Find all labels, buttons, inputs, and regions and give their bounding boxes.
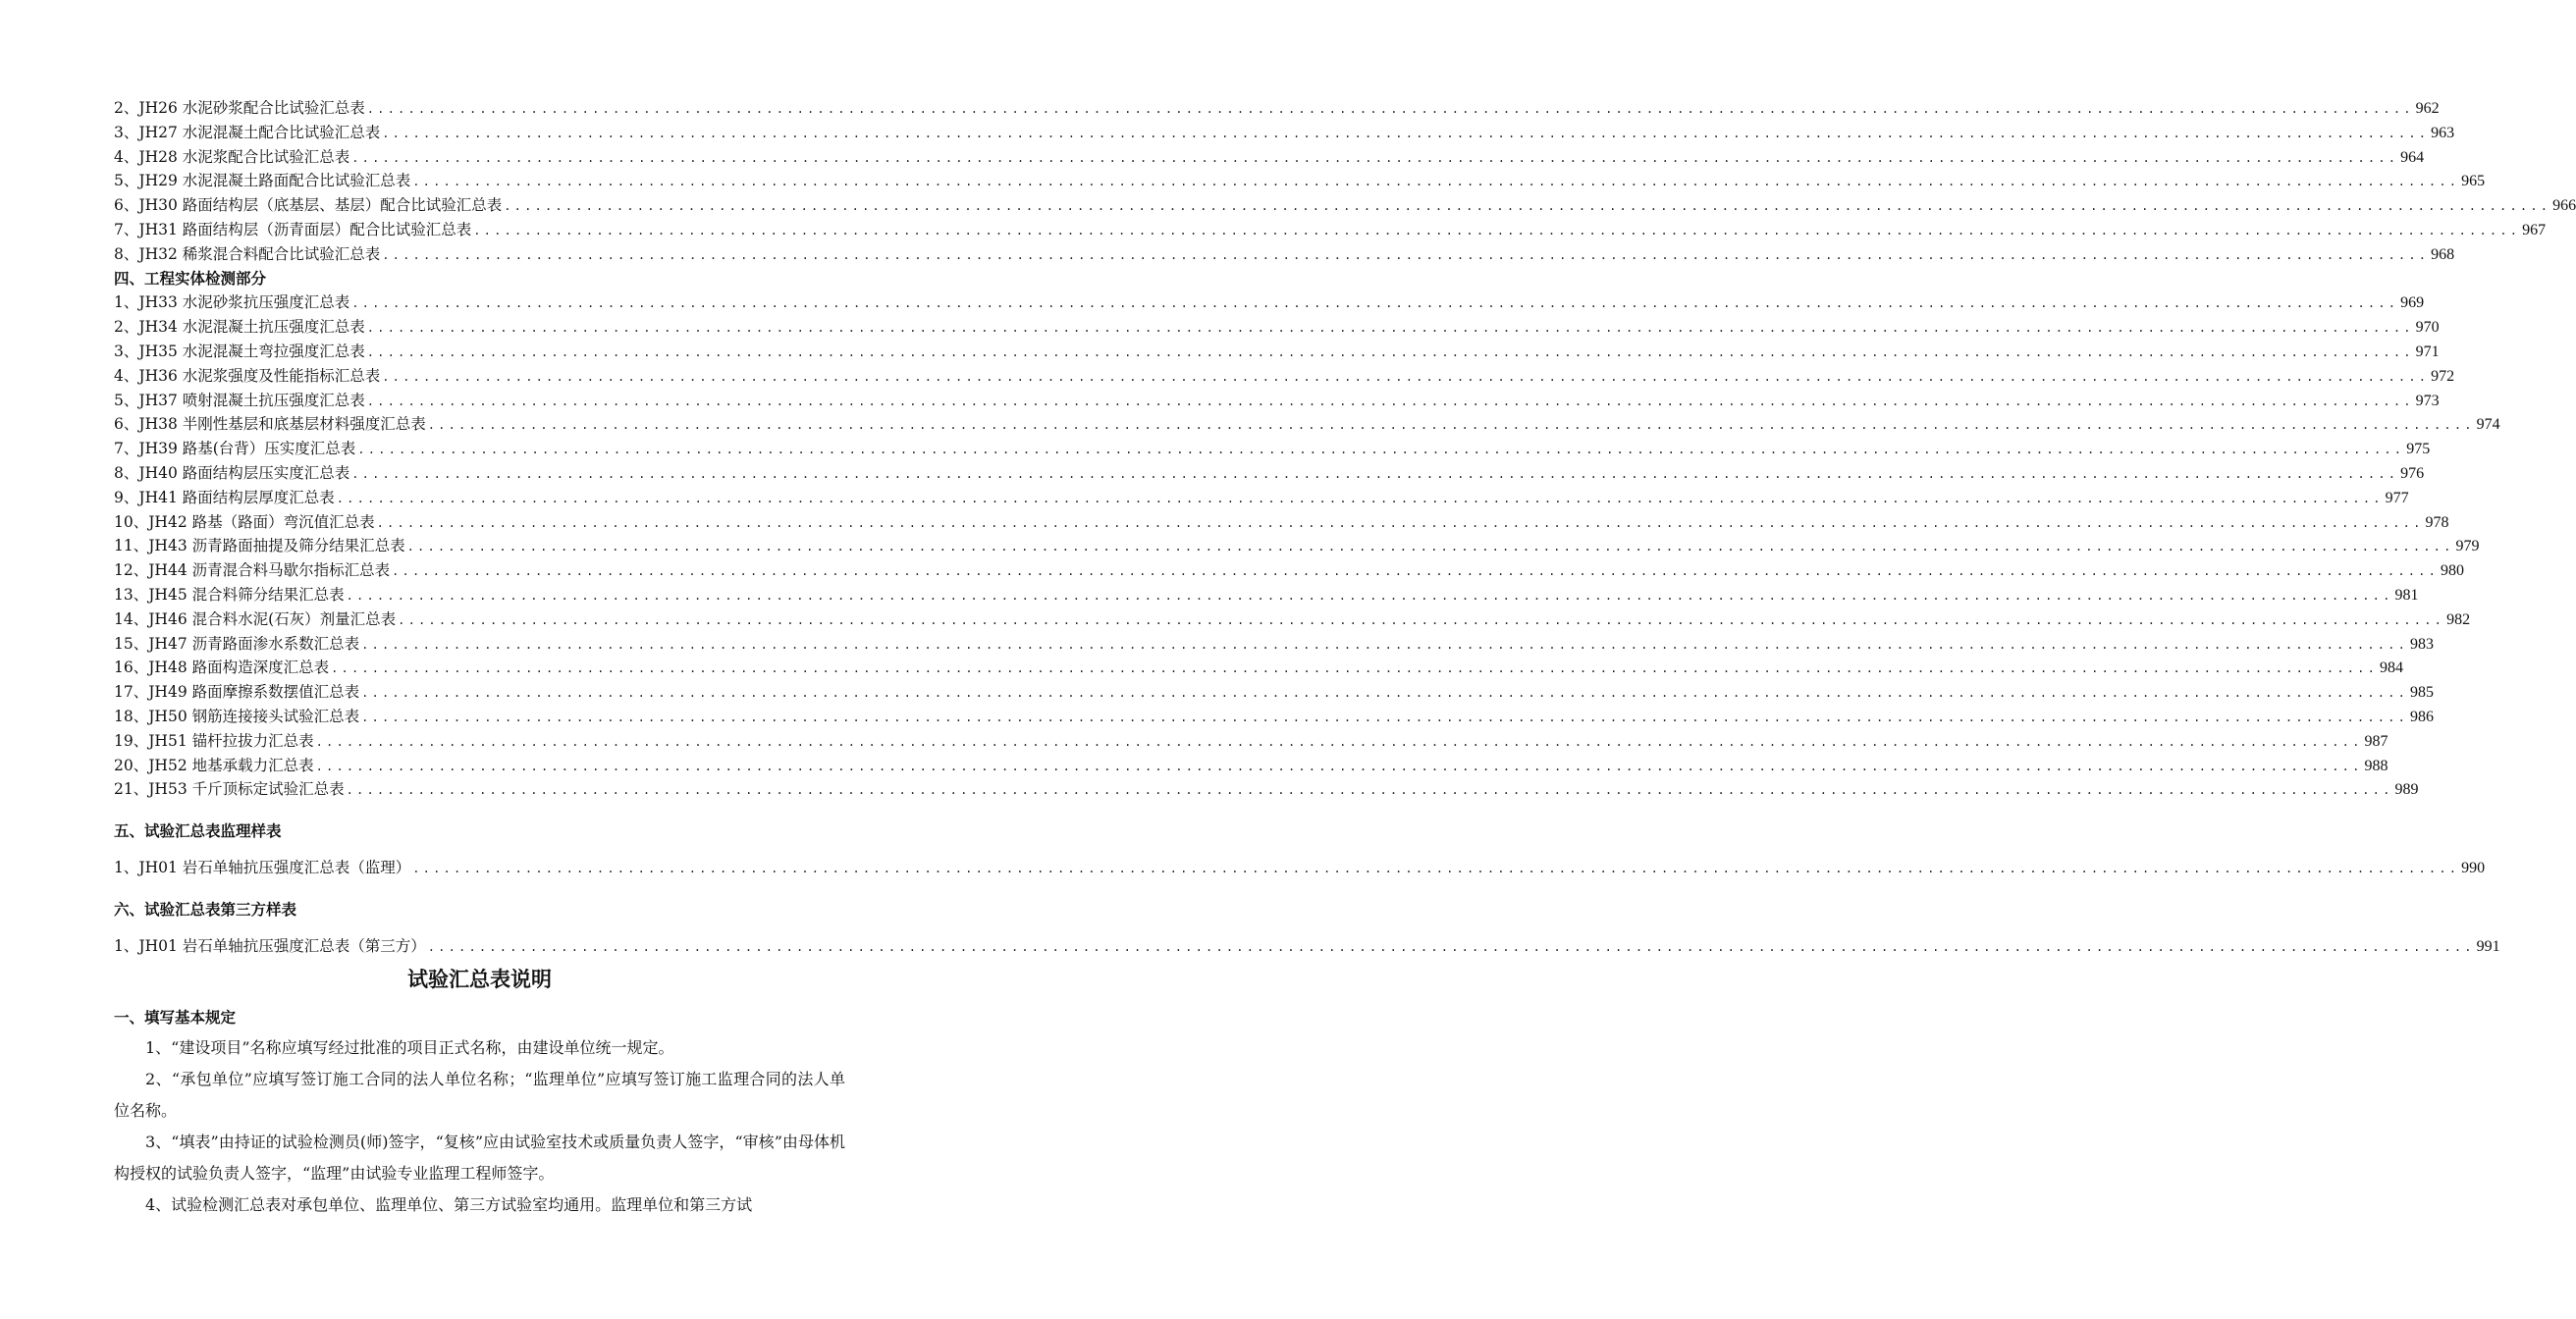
toc-page-number: 969 [2400,294,2425,312]
toc-entry [114,193,2576,218]
toc-entry [114,510,2449,535]
toc-leader-dots: ........................................................................................................................................................................................................ [361,710,2409,724]
explanation-paragraphs [114,1032,845,1221]
toc-entry-title: 1、JH01 岩石单轴抗压强度汇总表（第三方） [114,936,426,955]
toc-page-number: 978 [2425,513,2449,531]
toc-entry-title: 3、JH35 水泥混凝土弯拉强度汇总表 [114,342,365,360]
toc-entry-title: 16、JH48 路面构造深度汇总表 [114,659,330,677]
toc-page-number: 981 [2394,586,2419,604]
toc-section4-list [114,290,2500,802]
toc-page-number: 972 [2431,367,2455,385]
toc-page-number: 983 [2410,635,2435,653]
explanation-paragraph: 4、试验检测汇总表对承包单位、监理单位、第三方试验室均通用。监理单位和第三方试 [145,1195,753,1215]
toc-entry [114,169,2486,193]
toc-leader-dots: ........................................................................................................................................................................................................ [346,783,2393,798]
toc-section6-list [114,934,2500,959]
toc-page-number: 988 [2364,757,2388,774]
toc-page-number: 973 [2415,392,2440,409]
toc-page-number: 982 [2446,610,2471,628]
toc-entry [114,583,2419,607]
toc-page-number: 990 [2461,859,2486,876]
toc-entry [114,754,2388,778]
toc-entry-title: 10、JH42 路基（路面）弯沉值汇总表 [114,512,375,531]
toc-entry [114,437,2431,461]
toc-entry-title: 11、JH43 沥青路面抽提及筛分结果汇总表 [114,537,405,555]
toc-entry [114,461,2425,486]
toc-entry [114,558,2465,583]
toc-page-number: 976 [2400,464,2425,482]
toc-entry-title: 7、JH39 路基(台背）压实度汇总表 [114,440,356,458]
toc-entry-title: 1、JH01 岩石单轴抗压强度汇总表（监理） [114,858,411,876]
document-page [114,96,2576,1221]
toc-leader-dots: ........................................................................................................................................................................................................ [315,734,2363,749]
toc-section5-list [114,856,2486,880]
toc-entry-title: 21、JH53 千斤顶标定试验汇总表 [114,780,345,799]
toc-entry-title: 9、JH41 路面结构层厚度汇总表 [114,488,335,506]
toc-page-number: 980 [2441,562,2465,580]
toc-page-number: 971 [2415,343,2440,360]
toc-entry [114,145,2425,170]
toc-leader-dots: ........................................................................................................................................................................................................ [412,861,2460,875]
toc-entry-title: 2、JH34 水泥混凝土抗压强度汇总表 [114,318,365,337]
section5-heading: 五、试验汇总表监理样表 [114,822,282,841]
toc-page-number: 984 [2380,660,2404,677]
toc-entry [114,364,2455,389]
toc-entry [114,315,2440,340]
toc-entry-title: 13、JH45 混合料筛分结果汇总表 [114,585,345,604]
toc-entry [114,934,2500,959]
toc-leader-dots: ........................................................................................................................................................................................................ [331,661,2379,676]
toc-leader-dots: ........................................................................................................................................................................................................ [406,540,2454,554]
toc-entry-title: 6、JH38 半刚性基层和底基层材料强度汇总表 [114,415,426,434]
toc-leader-dots: ........................................................................................................................................................................................................ [427,418,2475,433]
toc-entry-title: 19、JH51 锚杆拉拔力汇总表 [114,731,314,750]
toc-entry [114,607,2471,632]
toc-page-number: 963 [2431,124,2455,141]
toc-entry-title: 1、JH33 水泥砂浆抗压强度汇总表 [114,293,350,312]
toc-page-number: 986 [2410,708,2435,725]
toc-entry [114,121,2455,145]
explanation-paragraph: 3、“填表”由持证的试验检测员(师)签字，“复核”应由试验室技术或质量负责人签字，“审核”由母体机构授权的试验负责人签字，“监理”由试验专业监理工程师签字。 [114,1133,845,1184]
toc-leader-dots: ........................................................................................................................................................................................................ [357,443,2405,457]
toc-leader-dots: ........................................................................................................................................................................................................ [351,466,2399,481]
toc-entry-title: 8、JH32 稀浆混合料配合比试验汇总表 [114,244,381,263]
toc-entry-title: 2、JH26 水泥砂浆配合比试验汇总表 [114,99,365,117]
toc-entry [114,290,2425,315]
toc-leader-dots: ........................................................................................................................................................................................................ [361,637,2409,652]
toc-page-number: 987 [2364,732,2388,750]
toc-leader-dots: ........................................................................................................................................................................................................ [382,247,2430,262]
section4-heading: 四、工程实体检测部分 [114,269,267,288]
toc-page-number: 974 [2476,416,2500,434]
toc-entry [114,534,2480,558]
toc-entry-title: 18、JH50 钢筋连接接头试验汇总表 [114,707,360,725]
toc-entry [114,680,2435,705]
toc-entry [114,389,2440,413]
toc-leader-dots: ........................................................................................................................................................................................................ [336,491,2384,505]
toc-page-number: 964 [2400,148,2425,166]
toc-entry-title: 20、JH52 地基承载力汇总表 [114,756,314,774]
toc-entry [114,340,2440,364]
toc-entry-title: 4、JH28 水泥浆配合比试验汇总表 [114,147,350,166]
toc-leader-dots: ........................................................................................................................................................................................................ [504,199,2551,214]
explanation-subheading: 一、填写基本规定 [114,1009,237,1028]
toc-leader-dots: ........................................................................................................................................................................................................ [351,296,2399,311]
toc-leader-dots: ........................................................................................................................................................................................................ [412,175,2460,189]
toc-entry [114,705,2435,729]
toc-leader-dots: ........................................................................................................................................................................................................ [382,369,2430,384]
toc-page-number: 985 [2410,684,2435,702]
toc-leader-dots: ........................................................................................................................................................................................................ [398,612,2445,627]
toc-entry [114,96,2440,121]
explanation-title: 试验汇总表说明 [407,968,552,992]
toc-entry-title: 6、JH30 路面结构层（底基层、基层）配合比试验汇总表 [114,196,503,215]
toc-page-number: 979 [2455,538,2480,555]
toc-page-number: 977 [2385,489,2409,506]
toc-entry [114,412,2500,437]
toc-page-number: 989 [2394,781,2419,799]
toc-entry [114,856,2486,880]
toc-page-number: 965 [2461,173,2486,190]
toc-entry [114,242,2455,267]
toc-entry-title: 12、JH44 沥青混合料马歇尔指标汇总表 [114,561,391,580]
toc-entry [114,729,2388,754]
toc-entry-title: 15、JH47 沥青路面渗水系数汇总表 [114,634,360,653]
toc-leader-dots: ........................................................................................................................................................................................................ [392,564,2440,579]
toc-entry [114,777,2419,802]
toc-entry-title: 5、JH29 水泥混凝土路面配合比试验汇总表 [114,172,411,190]
toc-page-number: 970 [2415,319,2440,337]
toc-page-number: 967 [2522,221,2547,238]
toc-leader-dots: ........................................................................................................................................................................................................ [315,759,2363,773]
toc-page-number: 966 [2552,197,2576,215]
toc-leader-dots: ........................................................................................................................................................................................................ [473,223,2521,237]
toc-leader-dots: ........................................................................................................................................................................................................ [351,150,2399,165]
explanation-paragraph: 2、“承包单位”应填写签订施工合同的法人单位名称；“监理单位”应填写签订施工监理合同的法人单位名称。 [114,1070,845,1121]
explanation-paragraph: 1、“建设项目”名称应填写经过批准的项目正式名称，由建设单位统一规定。 [145,1038,674,1058]
section6-heading: 六、试验汇总表第三方样表 [114,900,297,919]
toc-entry [114,218,2547,242]
toc-entry-title: 14、JH46 混合料水泥(石灰）剂量汇总表 [114,609,397,628]
toc-leader-dots: ........................................................................................................................................................................................................ [366,102,2414,116]
toc-leader-dots: ........................................................................................................................................................................................................ [366,344,2414,359]
toc-entry-title: 5、JH37 喷射混凝土抗压强度汇总表 [114,391,365,409]
toc-part3-list [114,96,2576,267]
toc-page-number: 991 [2476,937,2500,955]
toc-leader-dots: ........................................................................................................................................................................................................ [361,686,2409,701]
toc-entry [114,632,2435,657]
toc-page-number: 962 [2415,100,2440,117]
toc-entry-title: 7、JH31 路面结构层（沥青面层）配合比试验汇总表 [114,220,472,238]
toc-entry [114,656,2404,680]
toc-entry-title: 3、JH27 水泥混凝土配合比试验汇总表 [114,123,381,141]
toc-leader-dots: ........................................................................................................................................................................................................ [376,515,2424,530]
toc-entry-title: 4、JH36 水泥浆强度及性能指标汇总表 [114,366,381,385]
toc-entry-title: 17、JH49 路面摩擦系数摆值汇总表 [114,683,360,702]
toc-leader-dots: ........................................................................................................................................................................................................ [346,588,2393,603]
toc-leader-dots: ........................................................................................................................................................................................................ [382,126,2430,140]
toc-entry-title: 8、JH40 路面结构层压实度汇总表 [114,463,350,482]
toc-entry [114,486,2409,510]
toc-page-number: 975 [2406,441,2431,458]
toc-leader-dots: ........................................................................................................................................................................................................ [366,394,2414,408]
toc-leader-dots: ........................................................................................................................................................................................................ [366,321,2414,336]
toc-page-number: 968 [2431,245,2455,263]
toc-leader-dots: ........................................................................................................................................................................................................ [427,939,2475,954]
